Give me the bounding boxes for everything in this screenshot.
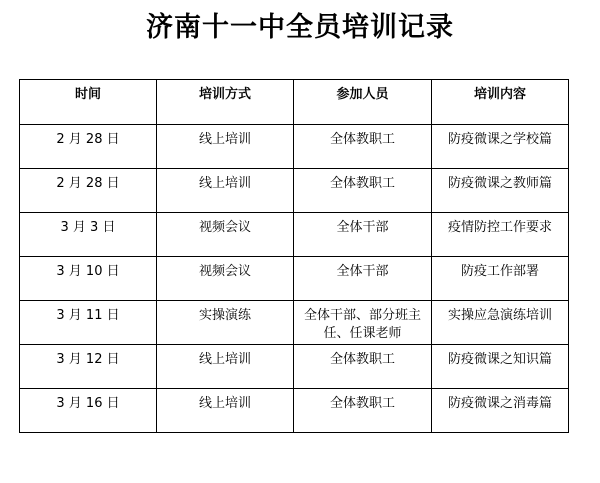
table-header-row [20, 80, 569, 125]
header-time: 时间 [20, 80, 157, 125]
cell-time: 3 月 11 日 [20, 301, 157, 345]
cell-method: 线上培训 [157, 389, 294, 433]
cell-participants: 全体教职工 [294, 389, 432, 433]
cell-content: 实操应急演练培训 [432, 301, 569, 345]
cell-content: 防疫微课之教师篇 [432, 169, 569, 213]
cell-time: 3 月 3 日 [20, 213, 157, 257]
table-row [20, 345, 569, 389]
cell-content: 防疫微课之知识篇 [432, 345, 569, 389]
cell-time: 2 月 28 日 [20, 125, 157, 169]
table-row [20, 169, 569, 213]
table-row [20, 301, 569, 345]
cell-time: 3 月 12 日 [20, 345, 157, 389]
header-content: 培训内容 [432, 80, 569, 125]
cell-participants: 全体教职工 [294, 125, 432, 169]
training-record-table [19, 79, 569, 433]
cell-content: 防疫微课之消毒篇 [432, 389, 569, 433]
cell-participants: 全体教职工 [294, 345, 432, 389]
cell-time: 3 月 16 日 [20, 389, 157, 433]
cell-content: 疫情防控工作要求 [432, 213, 569, 257]
table-row [20, 257, 569, 301]
cell-content: 防疫微课之学校篇 [432, 125, 569, 169]
cell-method: 线上培训 [157, 125, 294, 169]
cell-participants: 全体教职工 [294, 169, 432, 213]
cell-time: 3 月 10 日 [20, 257, 157, 301]
cell-participants: 全体干部、部分班主任、任课老师 [294, 301, 432, 345]
header-method: 培训方式 [157, 80, 294, 125]
cell-method: 视频会议 [157, 213, 294, 257]
table-row [20, 389, 569, 433]
cell-method: 实操演练 [157, 301, 294, 345]
cell-method: 视频会议 [157, 257, 294, 301]
page-title: 济南十一中全员培训记录 [146, 12, 454, 43]
header-participants: 参加人员 [294, 80, 432, 125]
cell-participants: 全体干部 [294, 257, 432, 301]
cell-time: 2 月 28 日 [20, 169, 157, 213]
cell-content: 防疫工作部署 [432, 257, 569, 301]
cell-method: 线上培训 [157, 345, 294, 389]
table-row [20, 125, 569, 169]
cell-method: 线上培训 [157, 169, 294, 213]
table-row [20, 213, 569, 257]
cell-participants: 全体干部 [294, 213, 432, 257]
